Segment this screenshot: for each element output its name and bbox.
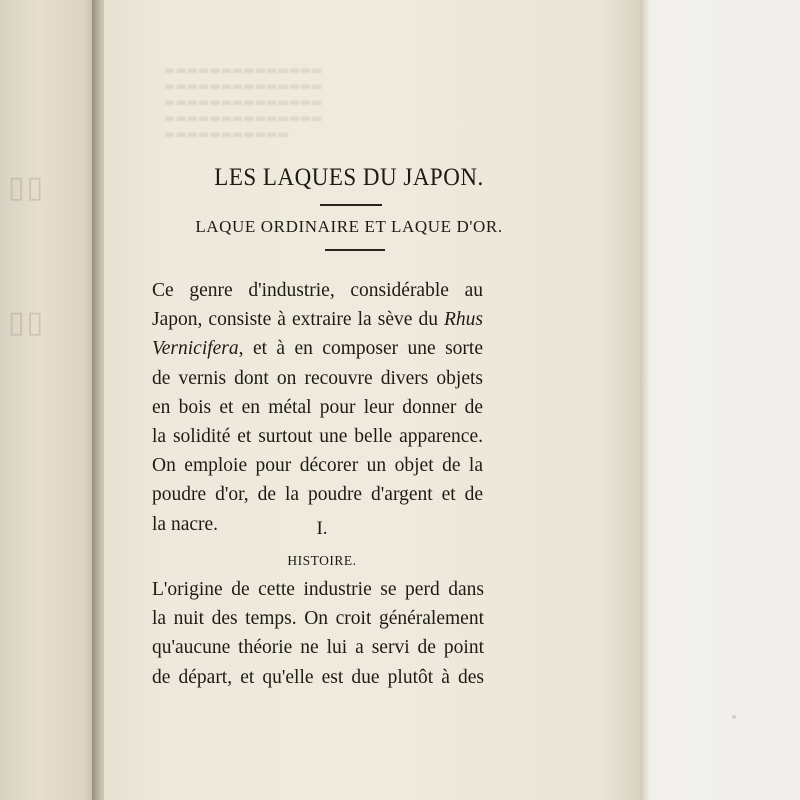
text-line: la nuit des temps. On croit généralement [152,608,484,630]
text-line: Japon, consiste à extraire la sève du Rhus [152,309,483,331]
section-title: HISTOIRE. [287,553,357,568]
intro-paragraph [152,276,483,539]
text-line: de départ, et qu'elle est due plutôt à des [152,666,484,688]
left-page-showthrough: ▯▯ [8,170,46,205]
text-line: On emploie pour décorer un objet de la [152,455,483,477]
left-page-showthrough: ▯▯ [8,305,46,340]
text-line: poudre d'or, de la poudre d'argent et de [152,484,483,506]
italic-term: Rhus [444,309,483,331]
subtitle-rule [325,249,385,251]
reverse-side-showthrough: ▬▬▬▬▬▬▬▬▬▬▬▬▬▬ ▬▬▬▬▬▬▬▬▬▬▬▬▬▬ ▬▬▬▬▬▬▬▬▬▬▬▬▬▬ ▬▬▬▬▬▬▬▬▬▬▬▬▬▬ ▬▬▬▬▬▬▬▬▬▬▬ [164,63,323,141]
history-paragraph [152,575,484,692]
left-facing-page [0,0,100,800]
page-edge [640,0,650,800]
text-line: en bois et en métal pour leur donner de [152,396,483,418]
italic-term: Vernicifera [152,338,239,360]
title-rule [320,204,382,206]
text-line: L'origine de cette industrie se perd dans [152,579,484,600]
text-line: qu'aucune théorie ne lui a servi de point [152,637,484,659]
text-line: la solidité et surtout une belle apparence. [152,426,483,448]
page-title: LES LAQUES DU JAPON. [214,162,484,191]
section-number: I. [316,518,328,539]
text-line: de vernis dont on recouvre divers objets [152,367,483,389]
text-line: la nacre. [152,513,219,535]
page-subtitle: LAQUE ORDINAIRE ET LAQUE D'OR. [195,217,503,236]
text-line: Vernicifera, et à en composer une sorte [152,338,483,360]
text-line: Ce genre d'industrie, considérable au [152,280,483,301]
book-page [104,0,642,800]
paper-speck [732,715,736,719]
